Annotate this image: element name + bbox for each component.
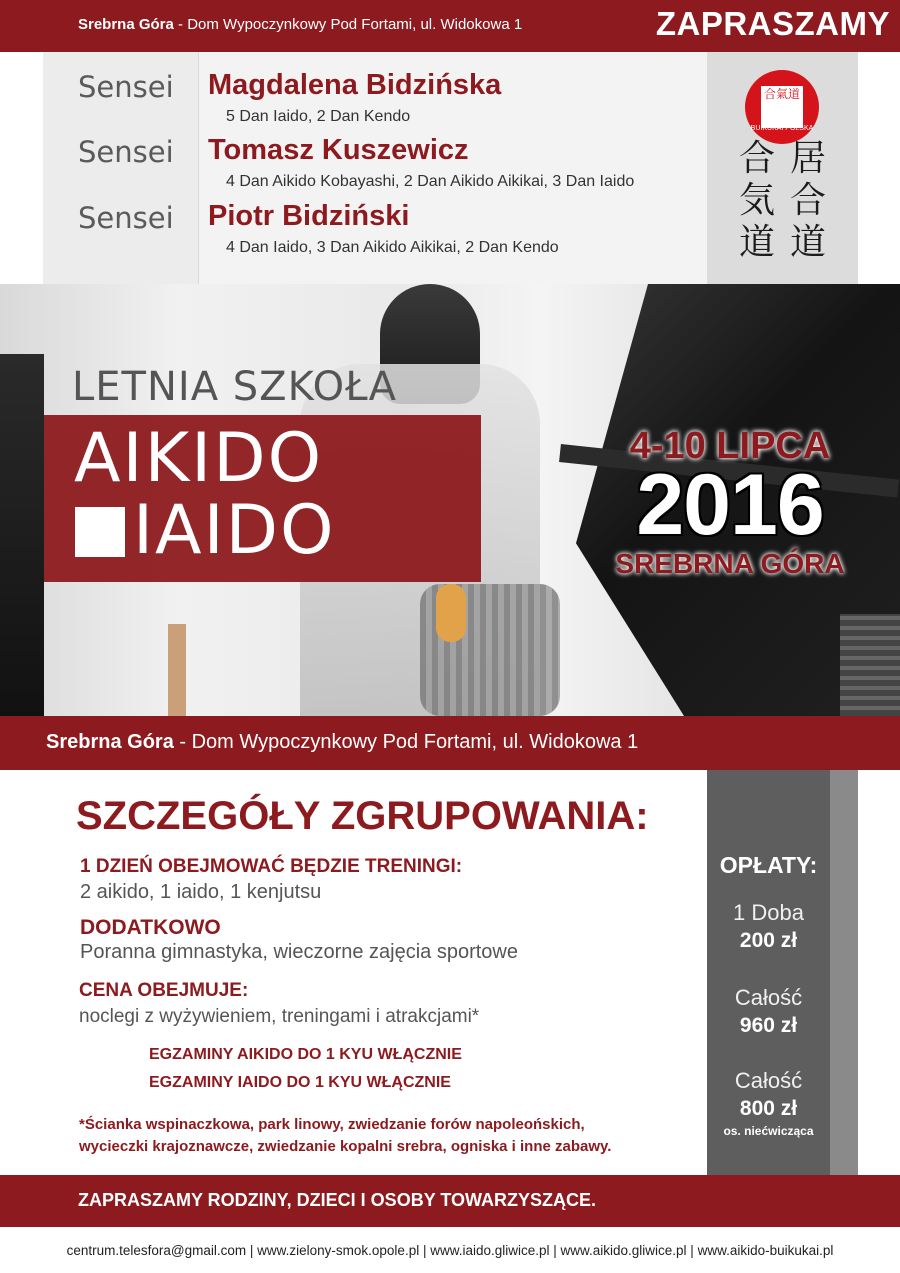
fees-title: OPŁATY: <box>719 852 818 878</box>
event-place: SREBRNA GÓRA <box>615 548 845 579</box>
kanji-iaido-1: 居 <box>789 138 826 179</box>
logo-center-glyphs: 合氣道 <box>763 87 800 101</box>
kanji-aikido-3: 道 <box>738 222 775 263</box>
footer-contacts[interactable]: centrum.telesfora@gmail.com | www.zielony-smok.opole.pl | www.iaido.gliwice.pl | www.aikido.gliwice.pl | www.aikido-buikukai.pl <box>66 1243 834 1258</box>
fee-2-value: 960 zł <box>739 1014 798 1037</box>
bokken <box>168 624 186 716</box>
families-invite: ZAPRASZAMY RODZINY, DZIECI I OSOBY TOWARZYSZĄCE. <box>78 1190 597 1210</box>
event-year: 2016 <box>636 457 824 553</box>
sensei-2-title: Sensei <box>78 135 174 169</box>
details-training-head: 1 DZIEŃ OBEJMOWAĆ BĘDZIE TRENINGI: <box>80 856 463 877</box>
obi-cords <box>840 614 900 716</box>
title-square-mark <box>75 507 125 557</box>
sensei-2-rank: 4 Dan Aikido Kobayashi, 2 Dan Aikido Aikikai, 3 Dan Iaido <box>226 173 635 190</box>
venue-line <box>46 731 638 754</box>
fee-3-label: Całość <box>734 1068 803 1093</box>
fee-1-value: 200 zł <box>739 929 798 952</box>
details-title: SZCZEGÓŁY ZGRUPOWANIA: <box>76 794 649 838</box>
fee-3-note: os. niećwicząca <box>723 1124 814 1138</box>
shinai-grip <box>436 584 466 642</box>
exam-iaido: EGZAMINY IAIDO DO 1 KYU WŁĄCZNIE <box>149 1074 451 1091</box>
kanji-iaido-2: 合 <box>789 180 826 221</box>
fee-3-value: 800 zł <box>739 1097 798 1120</box>
sensei-3-name: Piotr Bidziński <box>208 200 410 232</box>
sensei-2-name: Tomasz Kuszewicz <box>208 134 469 166</box>
fee-2-label: Całość <box>734 985 803 1010</box>
fee-1-label: 1 Doba <box>733 900 804 925</box>
venue-address: - Dom Wypoczynkowy Pod Fortami, ul. Widokowa 1 <box>173 731 639 753</box>
event-dates: 4-10 LIPCA <box>629 425 831 467</box>
sensei-3-title: Sensei <box>78 201 174 235</box>
exam-aikido: EGZAMINY AIKIDO DO 1 KYU WŁĄCZNIE <box>149 1046 462 1063</box>
logo-center-square <box>761 86 803 128</box>
top-invite-heading: ZAPRASZAMY <box>655 5 890 42</box>
sensei-1-title: Sensei <box>78 70 174 104</box>
top-venue-town: Srebrna Góra <box>78 16 174 33</box>
attractions-note-line-1: *Ścianka wspinaczkowa, park linowy, zwiedzanie forów napoleońskich, <box>79 1116 585 1133</box>
top-venue-address: - Dom Wypoczynkowy Pod Fortami, ul. Widokowa 1 <box>173 16 523 33</box>
top-venue-line <box>78 16 522 33</box>
kanji-aikido-2: 気 <box>738 180 775 221</box>
venue-town: Srebrna Góra <box>46 731 174 753</box>
details-price-head: CENA OBEJMUJE: <box>79 980 249 1001</box>
kanji-iaido-3: 道 <box>789 222 826 263</box>
title-aikido: AIKIDO <box>74 419 324 498</box>
summer-school-label: LETNIA SZKOŁA <box>72 364 397 410</box>
attractions-note-line-2: wycieczki krajoznawcze, zwiedzanie kopalni srebra, ogniska i inne zabawy. <box>79 1138 612 1155</box>
logo-ring-text: BUIKUKAI POLSKA <box>750 125 814 132</box>
details-extra-head: DODATKOWO <box>80 916 221 939</box>
details-price-text: noclegi z wyżywieniem, treningami i atrakcjami* <box>79 1006 480 1027</box>
sensei-3-rank: 4 Dan Iaido, 3 Dan Aikido Aikikai, 2 Dan Kendo <box>226 239 559 256</box>
details-extra-text: Poranna gimnastyka, wieczorne zajęcia sportowe <box>80 941 518 963</box>
details-training-text: 2 aikido, 1 iaido, 1 kenjutsu <box>80 881 322 903</box>
fees-column-edge <box>830 770 858 1175</box>
hakama-left-figure <box>0 354 44 716</box>
sensei-1-rank: 5 Dan Iaido, 2 Dan Kendo <box>226 108 411 125</box>
kanji-aikido-1: 合 <box>738 138 775 179</box>
sensei-1-name: Magdalena Bidzińska <box>208 69 502 101</box>
title-iaido: IAIDO <box>133 491 336 570</box>
